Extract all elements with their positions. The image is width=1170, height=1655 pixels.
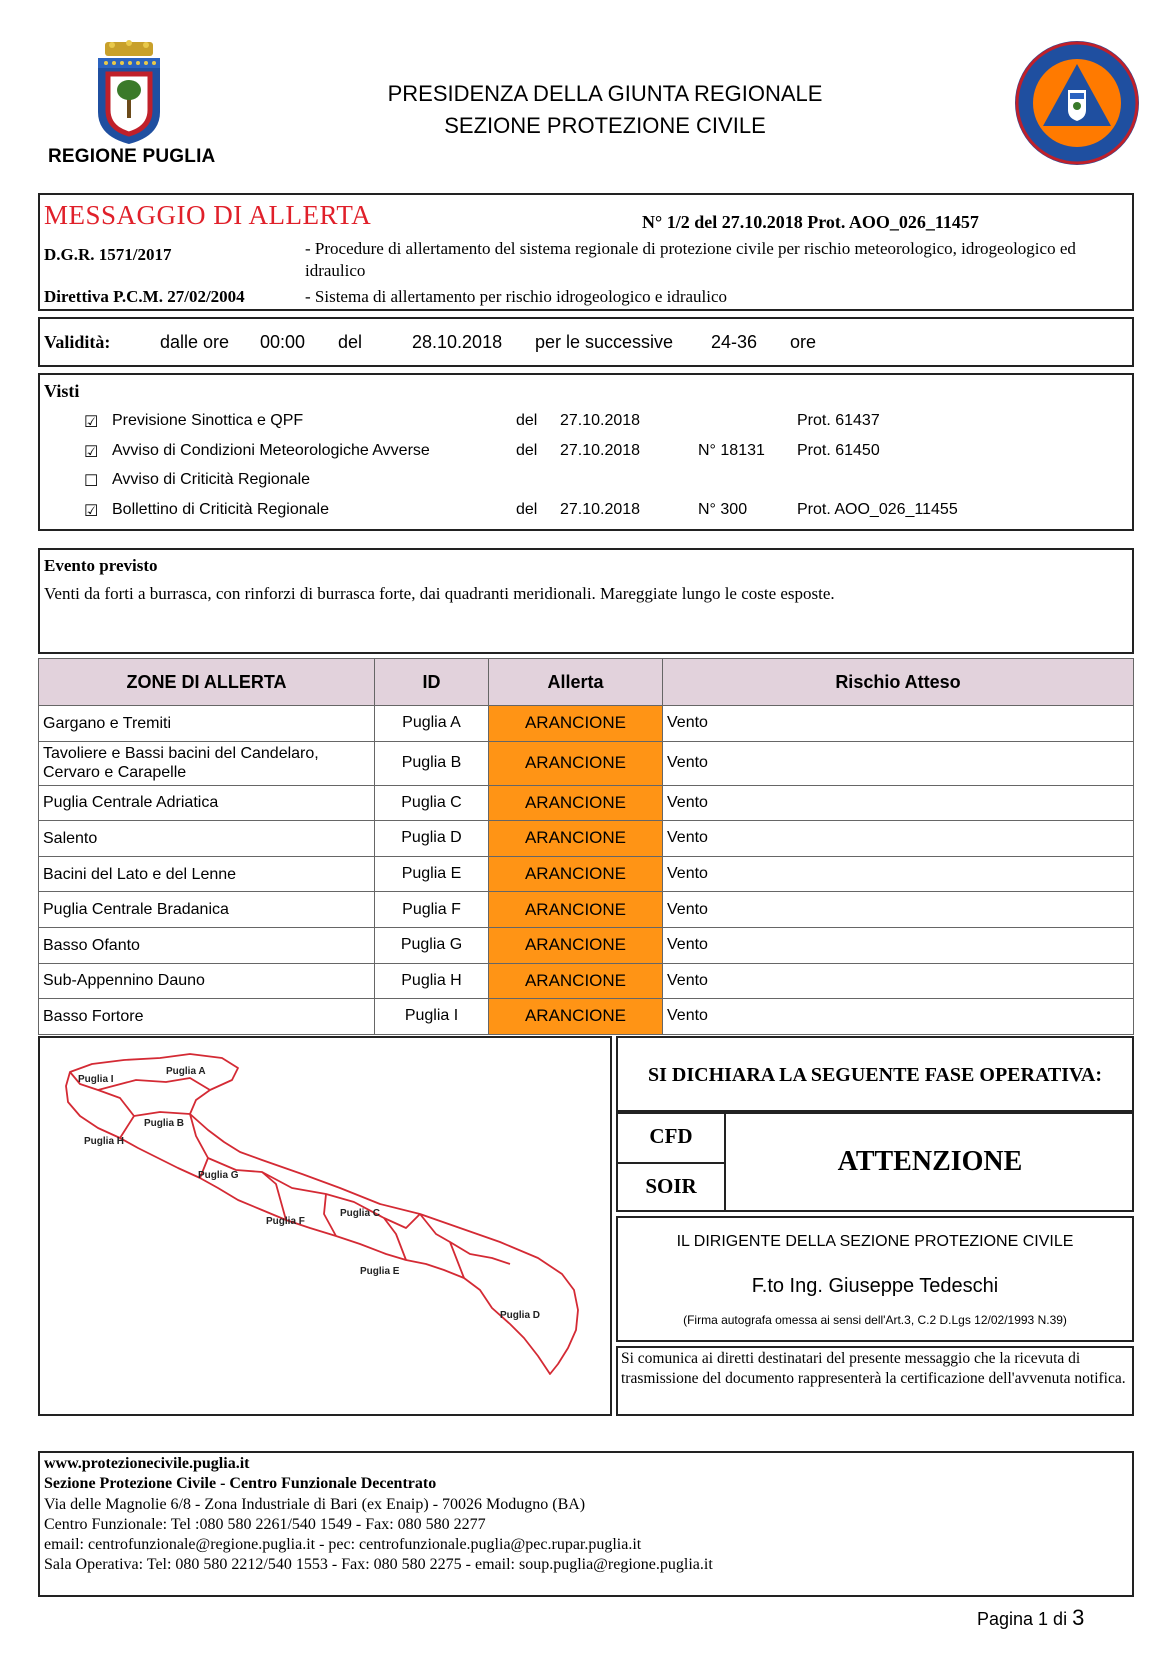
map-label-puglia-a: Puglia A [166, 1066, 206, 1077]
zone-alert: ARANCIONE [489, 706, 663, 742]
zone-id: Puglia G [375, 927, 489, 963]
zone-risk: Vento [663, 892, 1134, 928]
zone-id: Puglia A [375, 706, 489, 742]
notice-text: Si comunica ai diretti destinatari del presente messaggio che la ricevuta di trasmissione del documento rappresenterà la certificazione dell'avvenuta notifica. [621, 1350, 1126, 1387]
column-header-alert: Allerta [489, 659, 663, 706]
dgr-label: D.G.R. 1571/2017 [44, 245, 172, 264]
zone-id: Puglia F [375, 892, 489, 928]
zone-name: Gargano e Tremiti [39, 706, 375, 742]
evento-title: Evento previsto [44, 556, 158, 575]
visti-item [0, 442, 1170, 470]
zone-id: Puglia I [375, 999, 489, 1035]
visti-item-prot: Prot. 61450 [797, 442, 880, 459]
map-label-puglia-h: Puglia H [84, 1136, 125, 1147]
zone-border [134, 1112, 190, 1116]
visti-item-date: 27.10.2018 [560, 412, 641, 429]
zone-alert: ARANCIONE [489, 785, 663, 821]
checkbox-checked-icon: ☑ [84, 444, 99, 461]
visti-item-del: del [516, 442, 538, 459]
zone-name: Tavoliere e Bassi bacini del Candelaro, Cervaro e Carapelle [39, 741, 375, 785]
visti-item [0, 471, 1170, 499]
zone-risk: Vento [663, 741, 1134, 785]
zone-alert: ARANCIONE [489, 741, 663, 785]
signature-role: IL DIRIGENTE DELLA SEZIONE PROTEZIONE CIVILE [676, 1233, 1074, 1250]
map-label-puglia-g: Puglia G [198, 1170, 239, 1181]
visti-item-prot: Prot. 61437 [797, 412, 880, 429]
zone-name: Basso Ofanto [39, 927, 375, 963]
zone-name: Puglia Centrale Bradanica [39, 892, 375, 928]
zone-id: Puglia B [375, 741, 489, 785]
footer-centro: Centro Funzionale: Tel :080 580 2261/540 1549 - Fax: 080 580 2277 [44, 1516, 486, 1533]
column-header-risk: Rischio Atteso [663, 659, 1134, 706]
visti-item-label: Avviso di Condizioni Meteorologiche Avverse [112, 442, 430, 459]
directive-text: - Sistema di allertamento per rischio idrogeologico e idraulico [305, 287, 728, 306]
zone-alert: ARANCIONE [489, 927, 663, 963]
region-outline [66, 1054, 578, 1374]
zone-alert: ARANCIONE [489, 892, 663, 928]
map-label-puglia-b: Puglia B [144, 1118, 185, 1129]
checkbox-checked-icon: ☑ [84, 414, 99, 431]
table-row [39, 785, 1134, 821]
zones-table [38, 658, 1134, 1035]
zone-id: Puglia H [375, 963, 489, 999]
validity-label: Validità: [44, 332, 111, 352]
checkbox-checked-icon: ☑ [84, 503, 99, 520]
footer-address: Via delle Magnolie 6/8 - Zona Industriale di Bari (ex Enaip) - 70026 Modugno (BA) [44, 1496, 586, 1513]
visti-item-date: 27.10.2018 [560, 501, 641, 518]
phase-divider [616, 1162, 726, 1164]
table-row [39, 706, 1134, 742]
zone-alert: ARANCIONE [489, 821, 663, 857]
page-total: 3 [1072, 1605, 1085, 1630]
footer-website-link[interactable]: www.protezionecivile.puglia.it [44, 1455, 250, 1472]
signature-note: (Firma autografa omessa ai sensi dell'Art.3, C.2 D.Lgs 12/02/1993 N.39) [683, 1313, 1067, 1327]
zone-border [98, 1078, 210, 1090]
visti-item [0, 501, 1170, 529]
validity-date: 28.10.2018 [412, 332, 503, 352]
operational-phase: ATTENZIONE [837, 1146, 1023, 1177]
visti-item-prot: Prot. AOO_026_11455 [797, 501, 958, 518]
table-row [39, 963, 1134, 999]
visti-item [0, 412, 1170, 440]
table-row [39, 892, 1134, 928]
zone-risk: Vento [663, 963, 1134, 999]
zone-name: Basso Fortore [39, 999, 375, 1035]
validity-next-label: per le successive [535, 332, 674, 352]
zone-name: Salento [39, 821, 375, 857]
table-header-row [39, 659, 1134, 706]
message-title: MESSAGGIO DI ALLERTA [44, 200, 372, 230]
footer-email: email: centrofunzionale@regione.puglia.it - pec: centrofunzionale.puglia@pec.rupar.puglia.it [44, 1536, 642, 1553]
zone-risk: Vento [663, 999, 1134, 1035]
page-label: Pagina 1 di [977, 1609, 1068, 1629]
zone-name: Bacini del Lato e del Lenne [39, 856, 375, 892]
validity-time: 00:00 [260, 332, 306, 352]
column-header-id: ID [375, 659, 489, 706]
map-label-puglia-d: Puglia D [500, 1310, 541, 1321]
title-line-2: SEZIONE PROTEZIONE CIVILE [444, 113, 766, 138]
region-name: REGIONE PUGLIA [48, 146, 216, 167]
message-number: N° 1/2 del 27.10.2018 Prot. AOO_026_11457 [642, 212, 979, 232]
zone-risk: Vento [663, 821, 1134, 857]
table-row [39, 741, 1134, 785]
protezione-civile-seal-icon [1012, 38, 1142, 168]
soir-label: SOIR [645, 1174, 697, 1198]
validity-from-label: dalle ore [160, 332, 230, 352]
zone-border [450, 1242, 510, 1264]
visti-item-label: Bollettino di Criticità Regionale [112, 501, 329, 518]
map-label-puglia-c: Puglia C [340, 1208, 381, 1219]
zone-id: Puglia E [375, 856, 489, 892]
signature-name: F.to Ing. Giuseppe Tedeschi [751, 1275, 999, 1297]
validity-hours: 24-36 [711, 332, 758, 352]
zone-name: Sub-Appennino Dauno [39, 963, 375, 999]
title-line-1: PRESIDENZA DELLA GIUNTA REGIONALE [387, 81, 823, 106]
zone-alert: ARANCIONE [489, 963, 663, 999]
visti-item-del: del [516, 412, 538, 429]
zone-id: Puglia D [375, 821, 489, 857]
zone-id: Puglia C [375, 785, 489, 821]
validity-unit: ore [790, 332, 817, 352]
operational-title: SI DICHIARA LA SEGUENTE FASE OPERATIVA: [648, 1064, 1102, 1086]
table-row [39, 927, 1134, 963]
cfd-label: CFD [649, 1124, 693, 1148]
table-row [39, 821, 1134, 857]
column-header-zone: ZONE DI ALLERTA [39, 659, 375, 706]
visti-title: Visti [44, 381, 80, 401]
validity-del-label: del [338, 332, 363, 352]
zone-border [190, 1114, 208, 1178]
map-label-puglia-e: Puglia E [360, 1266, 400, 1277]
table-row [39, 999, 1134, 1035]
visti-item-number: N° 300 [698, 501, 748, 518]
footer-sala: Sala Operativa: Tel: 080 580 2212/540 1553 - Fax: 080 580 2275 - email: soup.puglia@regione.puglia.it [44, 1556, 713, 1573]
table-row [39, 856, 1134, 892]
checkbox-unchecked-icon: ☐ [84, 473, 99, 490]
zone-border [324, 1194, 336, 1236]
page-title [300, 78, 910, 142]
visti-item-label: Previsione Sinottica e QPF [112, 412, 304, 429]
visti-item-number: N° 18131 [698, 442, 765, 459]
directive-label: Direttiva P.C.M. 27/02/2004 [44, 287, 245, 306]
zone-name: Puglia Centrale Adriatica [39, 785, 375, 821]
zone-risk: Vento [663, 706, 1134, 742]
zone-alert: ARANCIONE [489, 856, 663, 892]
page-number [977, 1605, 1084, 1631]
zone-risk: Vento [663, 785, 1134, 821]
visti-item-del: del [516, 501, 538, 518]
puglia-zones-map [40, 1038, 610, 1414]
zone-risk: Vento [663, 856, 1134, 892]
map-label-puglia-f: Puglia F [266, 1216, 305, 1227]
dgr-text: - Procedure di allertamento del sistema regionale di protezione civile per rischio meteorologico, idrogeologico ed idraulico [305, 239, 1076, 280]
zone-risk: Vento [663, 927, 1134, 963]
visti-item-label: Avviso di Criticità Regionale [112, 471, 311, 488]
zone-alert: ARANCIONE [489, 999, 663, 1035]
map-label-puglia-i: Puglia I [78, 1074, 114, 1085]
footer-section: Sezione Protezione Civile - Centro Funzionale Decentrato [44, 1475, 437, 1492]
evento-text: Venti da forti a burrasca, con rinforzi di burrasca forte, dai quadranti meridionali. Mareggiate lungo le coste esposte. [44, 584, 835, 603]
visti-item-date: 27.10.2018 [560, 442, 641, 459]
